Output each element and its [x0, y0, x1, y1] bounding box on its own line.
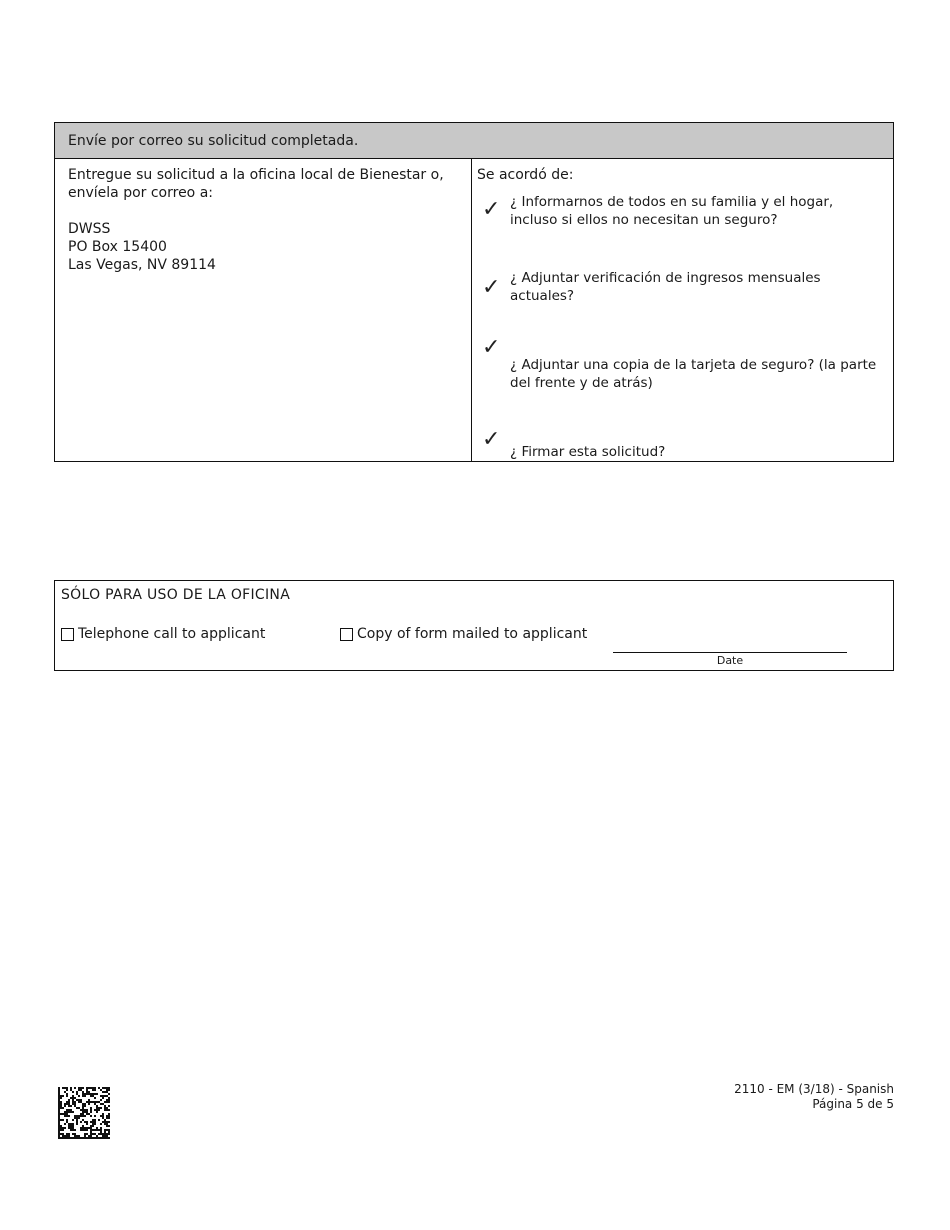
address-line-3: Las Vegas, NV 89114: [68, 257, 216, 273]
mail-instructions-box: [54, 122, 894, 462]
check-mark-icon: ✓: [482, 427, 501, 452]
check-mark-icon: ✓: [482, 335, 501, 360]
footer: [734, 1082, 894, 1112]
checklist-panel: [472, 159, 893, 461]
checklist-item: [482, 193, 882, 233]
mail-header: Envíe por correo su solicitud completada.: [55, 123, 893, 159]
form-code: 2110 - EM (3/18) - Spanish: [734, 1082, 894, 1096]
checklist-item-text: ¿ Informarnos de todos en su familia y el hogar, incluso si ellos no necesitan un seguro?: [510, 194, 834, 228]
checklist-item-text: ¿ Adjuntar una copia de la tarjeta de seguro? (la parte del frente y de atrás): [510, 357, 877, 391]
checklist-item-text: ¿ Firmar esta solicitud?: [510, 444, 666, 460]
checklist-title: Se acordó de:: [477, 167, 574, 183]
mail-instructions-text: Entregue su solicitud a la oficina local de Bienestar o, envíela por correo a:: [68, 167, 444, 201]
telephone-call-checkbox[interactable]: [61, 628, 74, 641]
office-use-box: [54, 580, 894, 671]
copy-mailed-label: Copy of form mailed to applicant: [357, 626, 588, 642]
mailing-address: [68, 220, 471, 274]
mail-address-panel: [55, 159, 472, 461]
barcode-graphic: [58, 1087, 110, 1139]
copy-mailed-option[interactable]: [340, 626, 587, 642]
page-number: Página 5 de 5: [812, 1097, 894, 1111]
check-mark-icon: ✓: [482, 275, 501, 300]
address-line-2: PO Box 15400: [68, 239, 167, 255]
check-mark-icon: ✓: [482, 197, 501, 222]
address-line-1: DWSS: [68, 221, 111, 237]
checklist-item: [482, 269, 882, 309]
date-label: Date: [716, 654, 744, 667]
office-use-title: SÓLO PARA USO DE LA OFICINA: [61, 587, 291, 603]
telephone-call-label: Telephone call to applicant: [78, 626, 266, 642]
checklist-item-text: ¿ Adjuntar verificación de ingresos mensuales actuales?: [510, 270, 821, 304]
telephone-call-option[interactable]: [61, 626, 265, 642]
checklist-item: [482, 429, 882, 461]
checklist-item: [482, 337, 882, 397]
copy-mailed-checkbox[interactable]: [340, 628, 353, 641]
2d-barcode: [58, 1087, 110, 1139]
date-field[interactable]: [613, 652, 847, 653]
